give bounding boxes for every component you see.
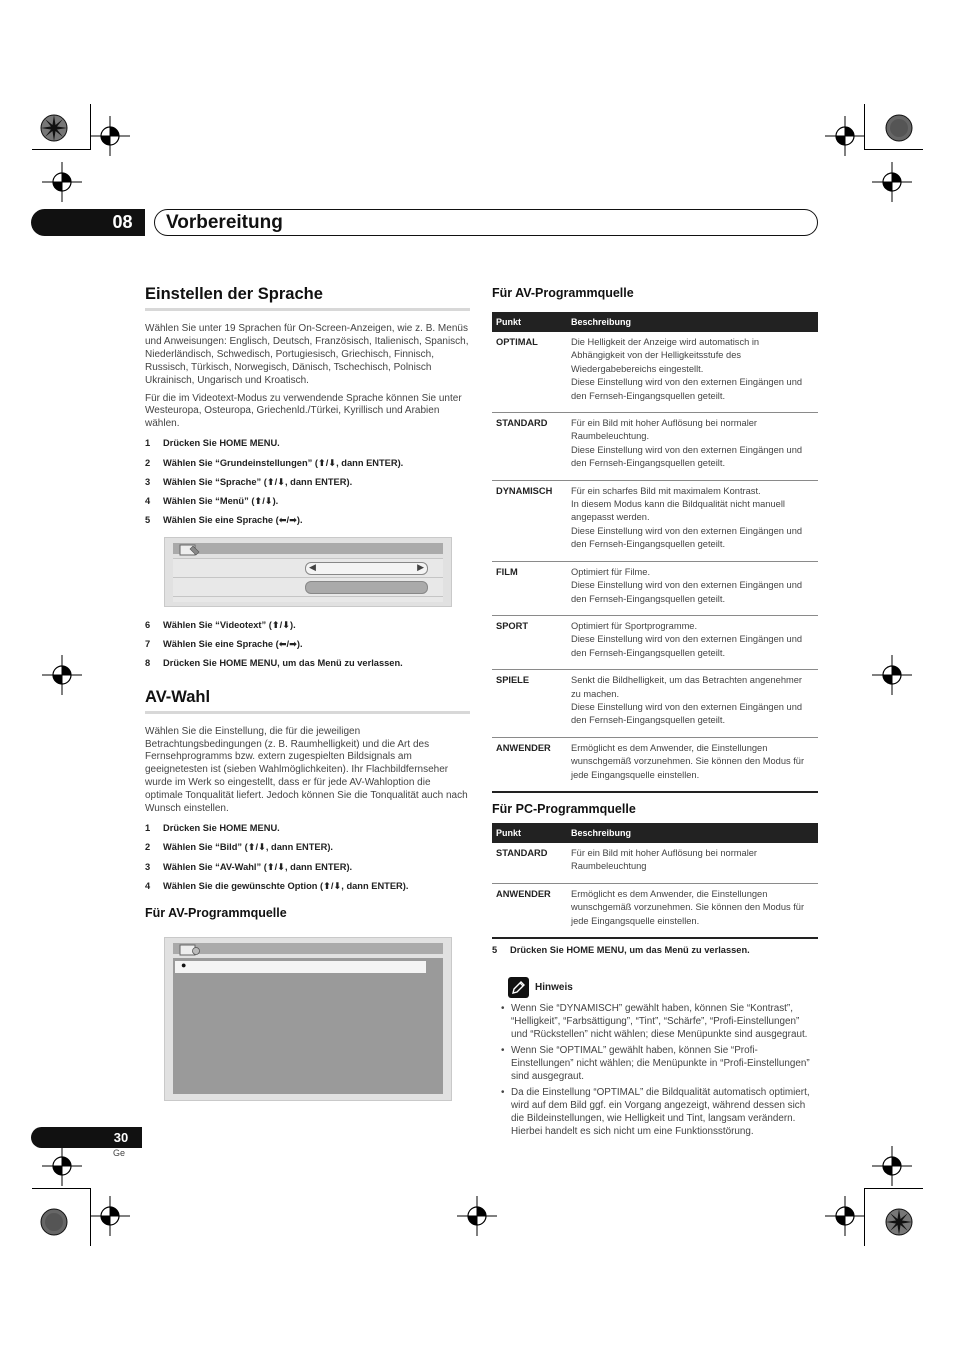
crop-mark — [865, 149, 923, 150]
registration-mark-icon — [825, 1196, 865, 1236]
av-intro-paragraph: Wählen Sie die Einstellung, die für die jeweiligen Betrachtungsbedingungen (z. B. Raumhelligkeit) und die Art des Fernsehprogramms bzw. extern zugespielten Bildsignals am geeignetesten ist (sieben Wahlmöglichkeiten). Ihr Flachbildfernseher wurde im Werk so eingestellt, dass er für jede AV-Wahloption die optimale Tonqualität liefert. Jedoch können Sie die Tonqualität auch nach Wunsch einstellen. — [145, 725, 468, 815]
menu-teletext-selector[interactable] — [305, 581, 428, 594]
av-menu-screenshot — [164, 937, 452, 1101]
pc-source-table — [492, 823, 818, 939]
table-header-row — [492, 823, 818, 843]
table-row: STANDARD Für ein Bild mit hoher Auflösung bei normaler Raumbeleuchtung. Diese Einstellung wird von den externen Eingängen und den Fernseh-Eingangsquellen geteilt. — [492, 413, 818, 481]
column-header-item: Punkt — [492, 823, 567, 843]
note-item: • Wenn Sie “OPTIMAL” gewählt haben, können Sie “Profi-Einstellungen” nicht wählen; die Menüpunkte in “Profi-Einstellungen” sind ausgegraut. — [492, 1044, 818, 1083]
note-header — [508, 977, 818, 998]
color-target-icon — [885, 1208, 913, 1236]
registration-mark-icon — [872, 655, 912, 695]
menu-header-bar — [173, 543, 443, 554]
registration-mark-icon — [872, 1146, 912, 1186]
av-steps — [145, 823, 470, 900]
step-item: 8 Drücken Sie HOME MENU, um das Menü zu verlassen. — [145, 658, 403, 669]
registration-mark-icon — [457, 1196, 497, 1236]
crop-mark — [32, 1188, 90, 1189]
table-row: OPTIMAL Die Helligkeit der Anzeige wird automatisch in Abhängigkeit von der Helligkeitsstufe des Wiedergabebereichs eingestellt. Diese Einstellung wird von den externen Eingängen und den Fernseh-Eingangsquellen geteilt. — [492, 332, 818, 413]
note-item: • Wenn Sie “DYNAMISCH” gewählt haben, können Sie “Kontrast”, “Helligkeit”, “Farbsättigung”, “Tint”, “Schärfe”, “Profi-Einstellungen” und “Rückstellen” nicht wählen; diese Menüpunkte sind ausgegraut. — [492, 1002, 818, 1041]
step-item: 5 Wählen Sie eine Sprache (⬅/➡). — [145, 515, 303, 526]
registration-mark-icon — [90, 1196, 130, 1236]
step-item: 5 Drücken Sie HOME MENU, um das Menü zu verlassen. — [492, 945, 750, 955]
color-target-icon — [40, 114, 68, 142]
bullet-icon: ● — [181, 960, 187, 971]
arrow-right-icon[interactable]: ▶ — [417, 561, 424, 572]
registration-mark-icon — [90, 116, 130, 156]
page-number: 30 — [113, 1130, 129, 1145]
step-item: 2 Wählen Sie “Bild” (⬆/⬇, dann ENTER). — [145, 842, 334, 853]
table-row: SPORT Optimiert für Sportprogramme. Diese Einstellung wird von den externen Eingängen und den Fernseh-Eingangsquellen geteilt. — [492, 615, 818, 669]
color-target-icon — [40, 1208, 68, 1236]
pc-table-heading: Für PC-Programmquelle — [492, 801, 636, 816]
step-item: 2 Wählen Sie “Grundeinstellungen” (⬆/⬇, dann ENTER). — [145, 457, 404, 468]
menu-body — [173, 558, 443, 602]
column-header-description: Beschreibung — [567, 823, 818, 843]
language-intro-paragraph: Wählen Sie unter 19 Sprachen für On-Screen-Anzeigen, wie z. B. Menüs und Anweisungen: Englisch, Deutsch, Französisch, Italienisch, Spanisch, Niederländisch, Schwedisch, Portugiesisch, Griechisch, Finnisch, Russisch, Türkisch, Norwegisch, Dänisch, Tschechisch, Polnisch Ukrainisch, Ungarisch und Kroatisch. — [145, 323, 469, 386]
color-target-icon — [885, 114, 913, 142]
menu-language-selector[interactable] — [305, 562, 428, 575]
menu-body — [173, 958, 443, 1094]
right-column — [492, 286, 818, 1141]
step-item: 7 Wählen Sie eine Sprache (⬅/➡). — [145, 639, 303, 650]
registration-mark-icon — [42, 655, 82, 695]
step-item: 1 Drücken Sie HOME MENU. — [145, 822, 280, 833]
menu-selected-option[interactable] — [175, 961, 426, 973]
arrow-left-icon[interactable]: ◀ — [309, 561, 316, 572]
av-subheading: Für AV-Programmquelle — [145, 906, 287, 921]
language-menu-screenshot — [164, 537, 452, 607]
chapter-number: 08 — [112, 212, 133, 232]
step-item: 4 Wählen Sie “Menü” (⬆/⬇). — [145, 496, 279, 507]
menu-header-bar — [173, 943, 443, 954]
step-item: 6 Wählen Sie “Videotext” (⬆/⬇). — [145, 619, 296, 630]
registration-mark-icon — [872, 162, 912, 202]
language-steps-b — [145, 620, 470, 678]
column-header-description: Beschreibung — [567, 312, 818, 332]
section-title-av: AV-Wahl — [145, 688, 470, 714]
table-row: FILM Optimiert für Filme. Diese Einstellung wird von den externen Eingängen und den Fernseh-Eingangsquellen geteilt. — [492, 561, 818, 615]
av-source-table — [492, 312, 818, 793]
table-row: SPIELE Senkt die Bildhelligkeit, um das Betrachten angenehmer zu machen. Diese Einstellung wird von den externen Eingängen und den Fernseh-Eingangsquellen geteilt. — [492, 670, 818, 738]
teletext-paragraph: Für die im Videotext-Modus zu verwendende Sprache können Sie unter Westeuropa, Osteuropa, Griechenld./Türkei, Kyrillisch und Arabien wählen. — [145, 392, 462, 430]
table-row: DYNAMISCH Für ein scharfes Bild mit maximalem Kontrast. In diesem Modus kann die Bildqualität nicht manuell angepasst werden. Diese Einstellung wird von den externen Eingängen und den Fernseh-Eingangsquellen geteilt. — [492, 480, 818, 561]
section-title-language: Einstellen der Sprache — [145, 285, 470, 311]
step-item: 4 Wählen Sie die gewünschte Option (⬆/⬇, dann ENTER). — [145, 880, 409, 891]
note-item: • Da die Einstellung “OPTIMAL” die Bildqualität automatisch optimiert, wird auf dem Bild ggf. ein Vorgang angezeigt, während dessen sich die Bildeinstellungen, wie Helligkeit und Tint, langsam verändern. Hierbei handelt es sich nicht um eine Funktionsstörung. — [492, 1086, 818, 1138]
step-item: 3 Wählen Sie “AV-Wahl” (⬆/⬇, dann ENTER). — [145, 861, 353, 872]
menu-settings-icon — [179, 543, 201, 557]
left-column — [145, 285, 470, 1101]
note-pencil-icon — [508, 977, 529, 998]
registration-mark-icon — [42, 162, 82, 202]
registration-mark-icon — [42, 1146, 82, 1186]
table-row: STANDARD Für ein Bild mit hoher Auflösung bei normaler Raumbeleuchtung — [492, 843, 818, 883]
registration-mark-icon — [825, 116, 865, 156]
step-item: 3 Wählen Sie “Sprache” (⬆/⬇, dann ENTER). — [145, 476, 353, 487]
crop-mark — [32, 149, 90, 150]
column-header-item: Punkt — [492, 312, 567, 332]
note-list — [492, 1002, 818, 1138]
table-header-row — [492, 312, 818, 332]
page-language-code: Ge — [113, 1148, 126, 1158]
table-row: ANWENDER Ermöglicht es dem Anwender, die Einstellungen wunschgemäß vorzunehmen. Sie können den Modus für jede Eingangsquelle einstellen. — [492, 883, 818, 938]
table-row: ANWENDER Ermöglicht es dem Anwender, die Einstellungen wunschgemäß vorzunehmen. Sie können den Modus für jede Eingangsquelle einstellen. — [492, 737, 818, 792]
final-step — [492, 945, 818, 964]
crop-mark — [865, 1188, 923, 1189]
language-steps-a — [145, 438, 470, 534]
av-table-heading: Für AV-Programmquelle — [492, 286, 634, 300]
menu-picture-icon — [179, 943, 201, 957]
step-item: 1 Drücken Sie HOME MENU. — [145, 438, 280, 449]
chapter-title: Vorbereitung — [166, 212, 283, 233]
note-title: Hinweis — [535, 982, 573, 994]
